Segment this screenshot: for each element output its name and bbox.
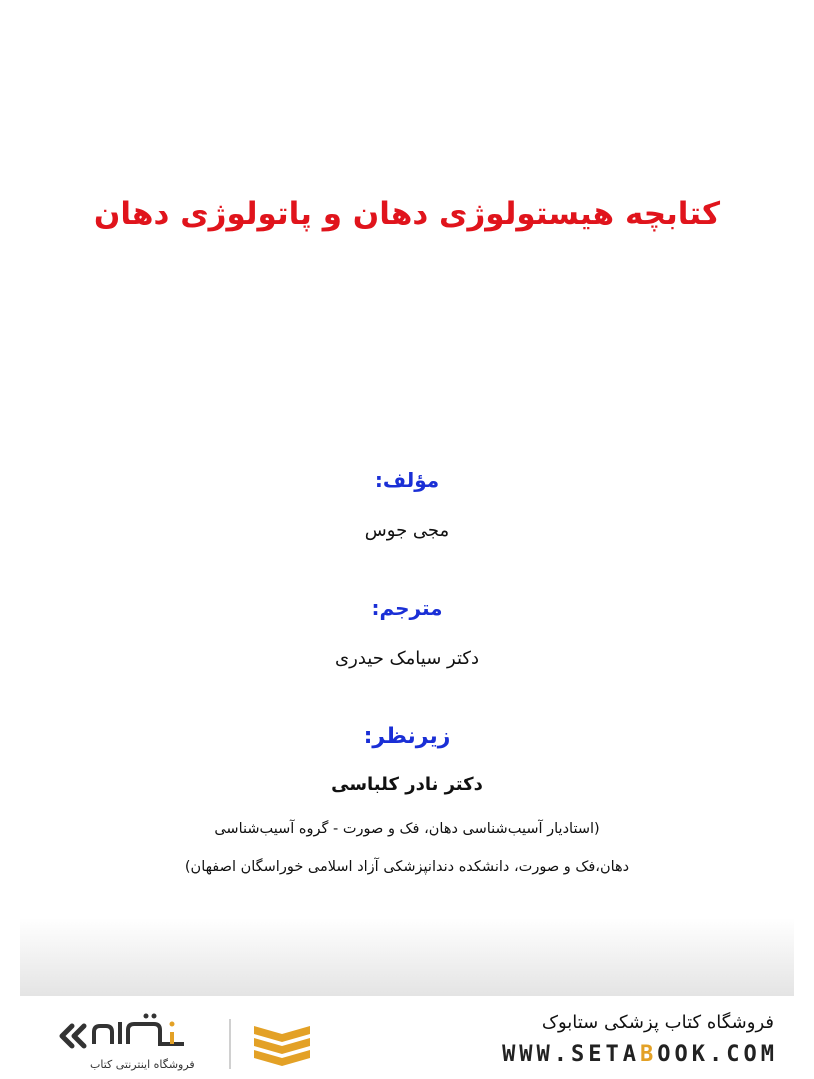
bottom-shadow-fade	[20, 918, 794, 996]
supervisor-affiliation-line2: دهان،فک و صورت، دانشکده دندانپزشکی آزاد اسلامی خوراسگان اصفهان)	[184, 859, 630, 875]
translator-label: مترجم:	[371, 596, 443, 620]
logo-caption: فروشگاه اینترنتی کتاب	[90, 1058, 195, 1071]
translator-name: دکتر سیامک حیدری	[335, 648, 479, 669]
store-url-link[interactable]	[502, 1042, 778, 1067]
store-url-part2: OOK.COM	[657, 1042, 778, 1067]
author-name: مجی جوس	[364, 520, 450, 541]
store-url-part1: WWW.SETA	[502, 1042, 641, 1067]
logo-divider	[229, 1019, 231, 1069]
supervisor-label: زیرنظر:	[363, 724, 451, 749]
document-title: کتابچه هیستولوژی دهان و پاتولوژی دهان	[93, 196, 721, 232]
author-label: مؤلف:	[374, 468, 440, 492]
store-url-highlight: B	[640, 1042, 658, 1067]
supervisor-affiliation-line1: (استادیار آسیب‌شناسی دهان، فک و صورت - گروه آسیب‌شناسی	[214, 821, 600, 837]
store-name: فروشگاه کتاب پزشکی ستابوک	[541, 1012, 774, 1033]
supervisor-name: دکتر نادر کلباسی	[331, 774, 483, 795]
